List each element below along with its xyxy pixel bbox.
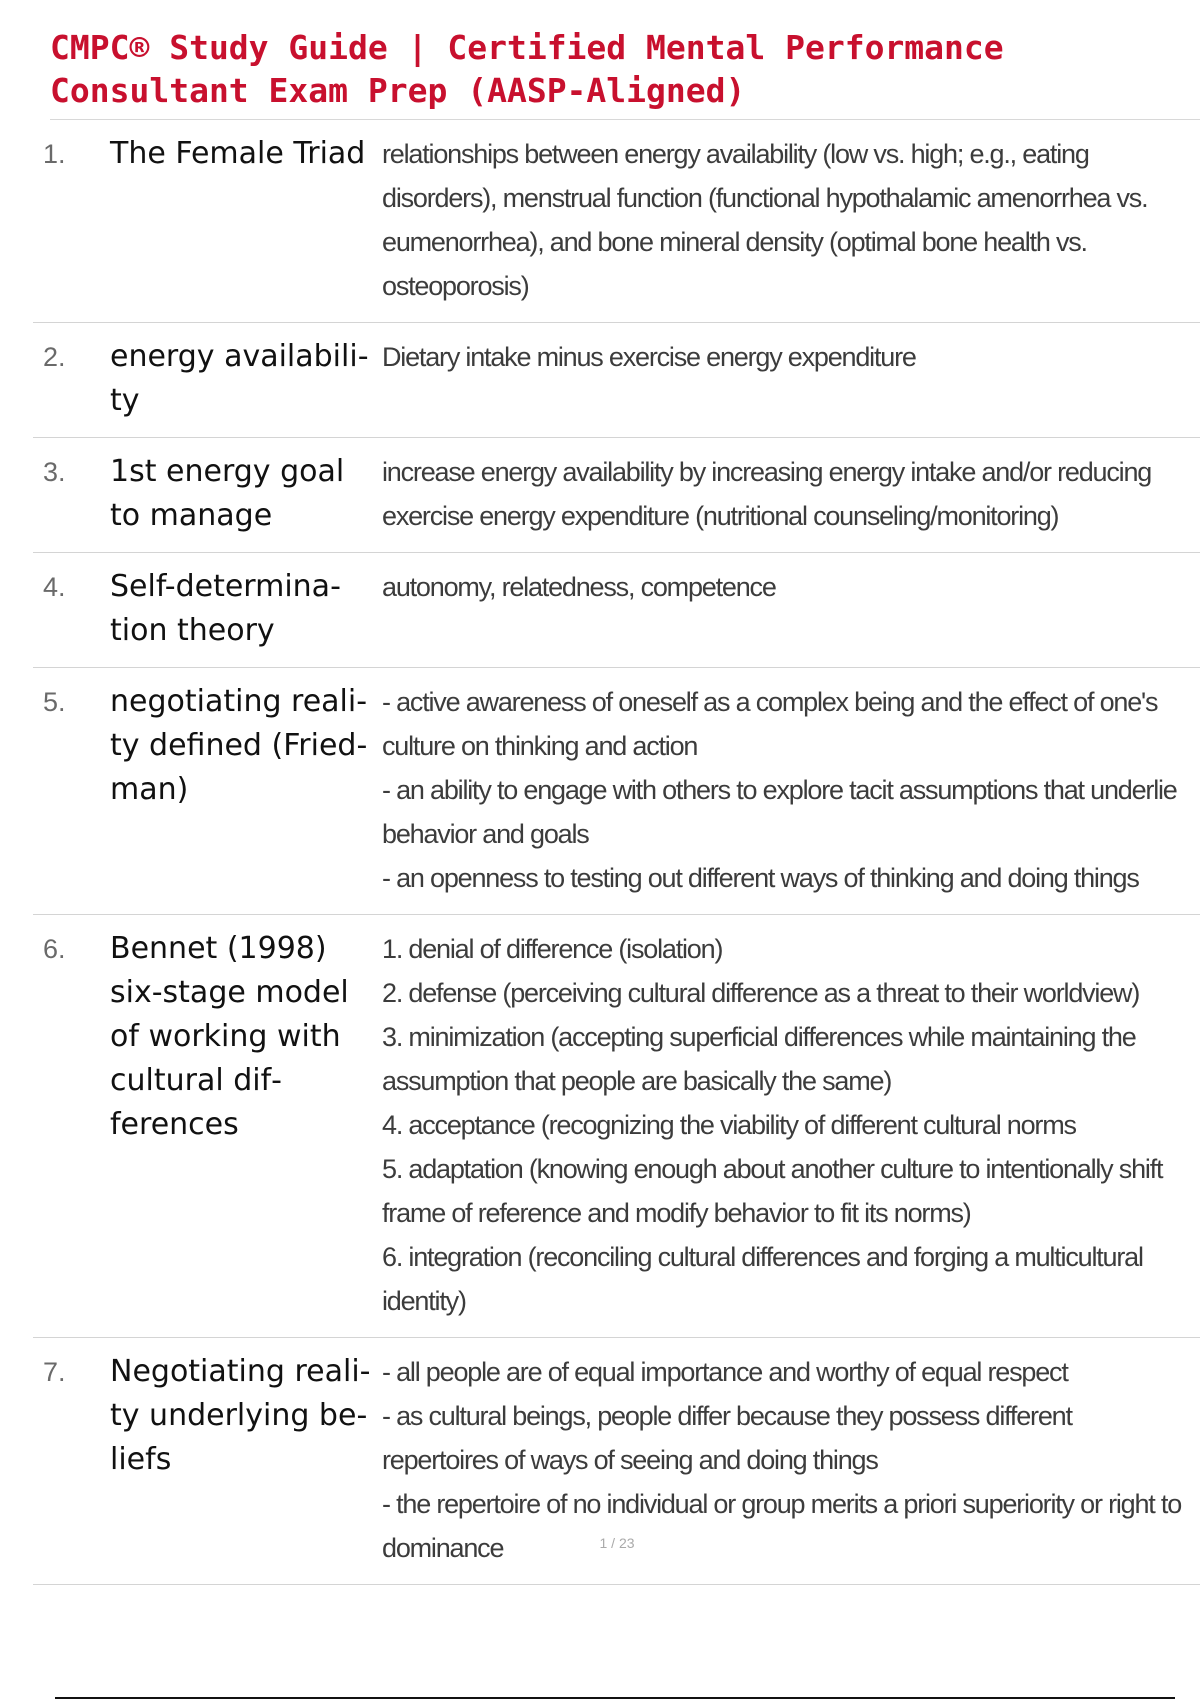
definition-line: - an openness to testing out different ways of thinking and doing things [382, 863, 1139, 893]
definition-line: 2. defense (perceiving cultural difference as a threat to their worldview) [382, 978, 1140, 1008]
flashcard-row [33, 323, 1200, 438]
flashcard-row [33, 553, 1200, 668]
flashcard-number: 1. [43, 139, 66, 169]
flashcard-term: Bennet (1998) six-stage model of working with cultural differences [110, 931, 349, 1142]
document-header [50, 26, 1170, 112]
flashcard-definition [380, 565, 1200, 653]
document-title [50, 26, 1170, 112]
flashcard-term: 1st energy goal to manage [110, 454, 345, 533]
flashcard-definition [380, 927, 1200, 1323]
flashcard-row [33, 915, 1200, 1338]
definition-line: increase energy availability by increasing energy intake and/or reducing exercise energy expenditure (nutritional counseling/monitoring) [382, 457, 1158, 531]
document-title-line-2: Consultant Exam Prep (AASP-Aligned) [50, 71, 746, 110]
definition-line: - active awareness of oneself as a complex being and the effect of one's culture on thinking and action [382, 687, 1164, 761]
definition-line: - all people are of equal importance and worthy of equal respect [382, 1357, 1068, 1387]
flashcard-definition [380, 450, 1200, 538]
flashcard-term: Negotiating reality underlying beliefs [110, 1354, 371, 1477]
page-number: 1 / 23 [599, 1535, 635, 1551]
flashcard-row [33, 120, 1200, 323]
definition-line: 6. integration (reconciling cultural differences and forging a multicultural identity) [382, 1242, 1150, 1316]
flashcard-definition [380, 132, 1200, 308]
page-bottom-rule [55, 1697, 1175, 1699]
definition-line: 3. minimization (accepting superficial differences while maintaining the assumption that people are basically the same) [382, 1022, 1142, 1096]
definition-line: autonomy, relatedness, competence [382, 572, 776, 602]
flashcard-number: 6. [43, 934, 66, 964]
definition-line: 1. denial of difference (isolation) [382, 934, 723, 964]
definition-line: 5. adaptation (knowing enough about another culture to intentionally shift frame of reference and modify behavior to fit its norms) [382, 1154, 1169, 1228]
flashcard-number: 3. [43, 457, 66, 487]
flashcard-number: 5. [43, 687, 66, 717]
flashcard-term: Self-determination theory [110, 569, 341, 648]
flashcard-list [33, 120, 1200, 1585]
flashcard-number: 2. [43, 342, 66, 372]
definition-line: - the repertoire of no individual or group merits a priori superiority or right to dominance [382, 1489, 1188, 1563]
definition-line: Dietary intake minus exercise energy expenditure [382, 342, 916, 372]
flashcard-number: 4. [43, 572, 66, 602]
definition-line: - an ability to engage with others to explore tacit assumptions that underlie behavior and goals [382, 775, 1183, 849]
definition-line: 4. acceptance (recognizing the viability of different cultural norms [382, 1110, 1076, 1140]
definition-line: relationships between energy availability (low vs. high; e.g., eating disorders), menstrual function (functional hypothalamic amenorrhea vs. eumenorrhea), and bone mineral density (optimal bone health vs. osteoporosis) [382, 139, 1154, 301]
flashcard-definition [380, 335, 1200, 423]
flashcard-term: negotiating reality defined (Friedman) [110, 684, 368, 807]
flashcard-row [33, 668, 1200, 915]
flashcard-term: The Female Triad [110, 136, 366, 171]
flashcard-row [33, 438, 1200, 553]
flashcard-term: energy availability [110, 339, 369, 418]
flashcard-definition [380, 680, 1200, 900]
document-title-line-1: CMPC® Study Guide | Certified Mental Performance [50, 28, 1004, 67]
definition-line: - as cultural beings, people differ because they possess different repertoires of ways of seeing and doing things [382, 1401, 1079, 1475]
flashcard-number: 7. [43, 1357, 66, 1387]
